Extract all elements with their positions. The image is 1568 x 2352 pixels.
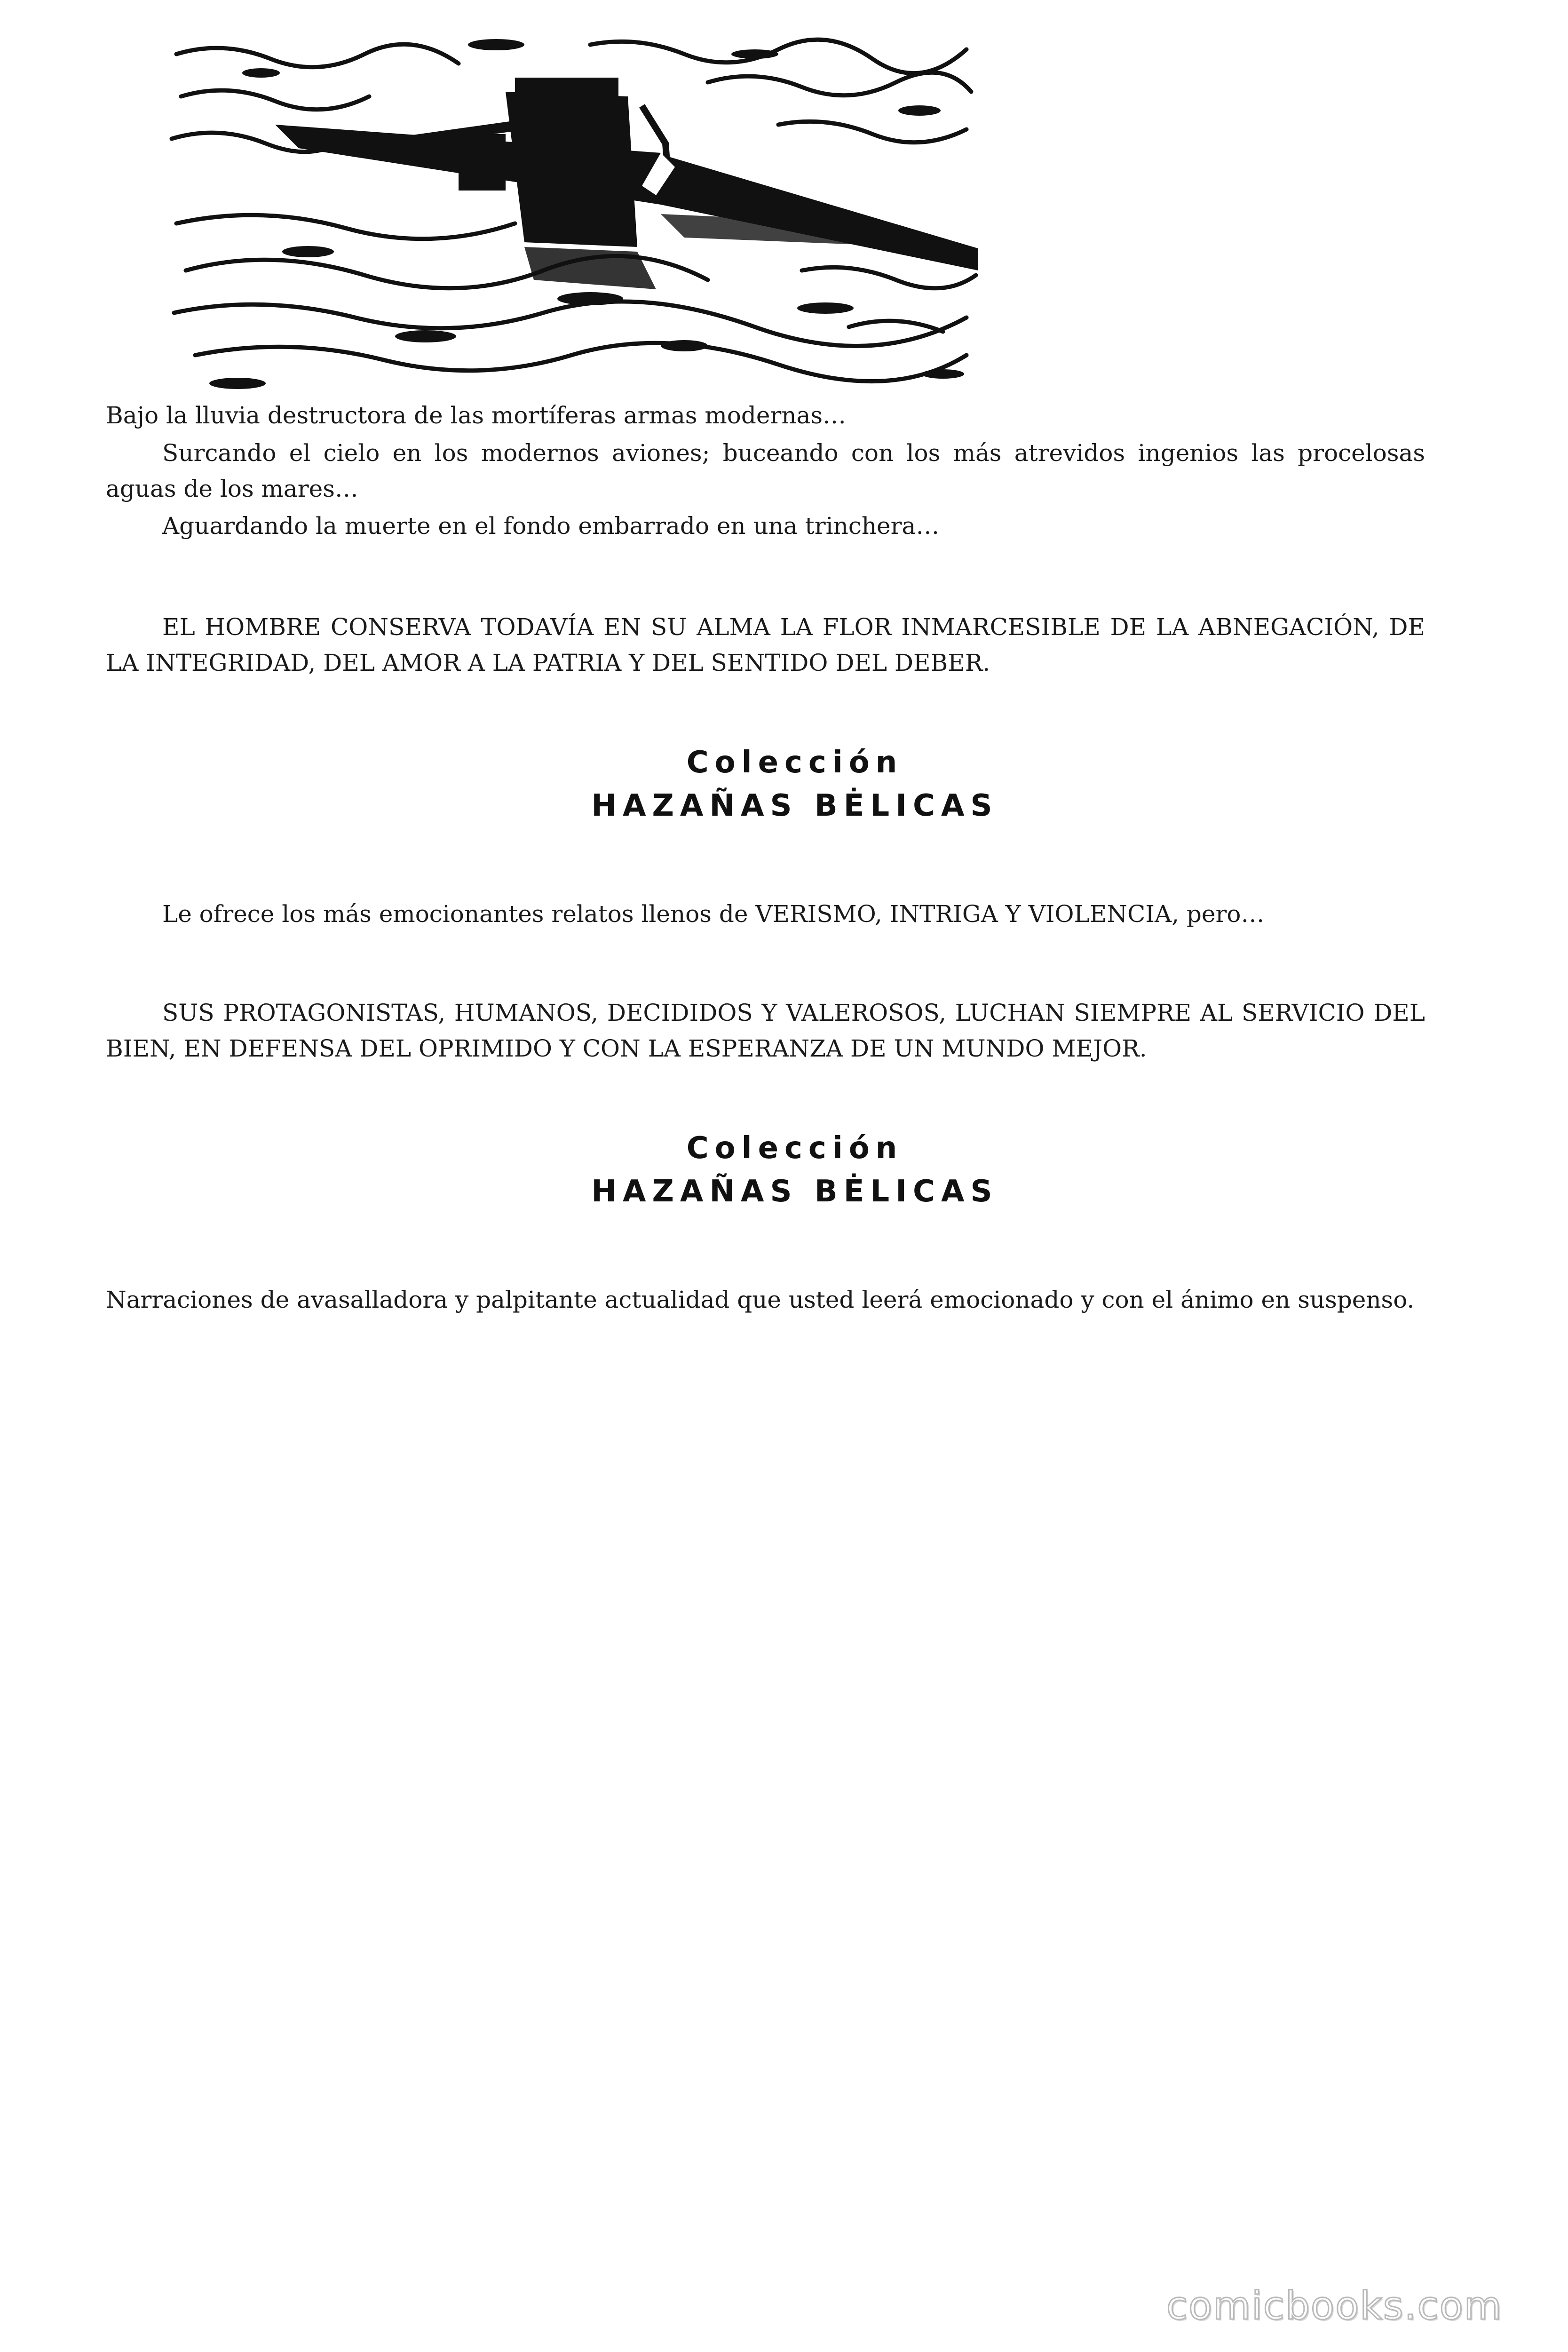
offer-paragraph: Le ofrece los más emocionantes relatos llenos de VERISMO, INTRIGA Y VIOLENCIA, pero… [162,900,1265,928]
site-watermark: comicbooks.com [1166,2284,1503,2328]
collection-heading-2-line1: Colección [686,1131,903,1166]
collection-heading-1 [106,741,1484,827]
closing-paragraph: Narraciones de avasalladora y palpitante actualidad que usted leerá emocionado y con el ánimo en suspenso. [106,1286,1415,1313]
collection-heading-2 [106,1127,1484,1213]
collection-heading-2-line2: HAZAÑAS BĖLICAS [591,1174,998,1209]
collection-heading-1-line1: Colección [686,745,903,780]
statement-paragraph-1: EL HOMBRE CONSERVA TODAVÍA EN SU ALMA LA FLOR INMARCESIBLE DE LA ABNEGACIÓN, DE LA INTEGRIDAD, DEL AMOR A LA PATRIA Y DEL SENTIDO DEL DEBER. [106,613,1425,676]
collection-heading-1-line2: HAZAÑAS BĖLICAS [591,788,998,823]
statement-paragraph-2: SUS PROTAGONISTAS, HUMANOS, DECIDIDOS Y VALEROSOS, LUCHAN SIEMPRE AL SERVICIO DEL BIEN, EN DEFENSA DEL OPRIMIDO Y CON LA ESPERANZA DE UN MUNDO MEJOR. [106,999,1425,1062]
intro-line-2: Surcando el cielo en los modernos aviones; buceando con los más atrevidos ingenios las procelosas aguas de los mares… [106,439,1425,502]
submarine-illustration [167,26,978,397]
intro-line-1: Bajo la lluvia destructora de las mortíferas armas modernas… [106,402,846,429]
intro-line-3: Aguardando la muerte en el fondo embarrado en una trinchera… [162,512,940,540]
